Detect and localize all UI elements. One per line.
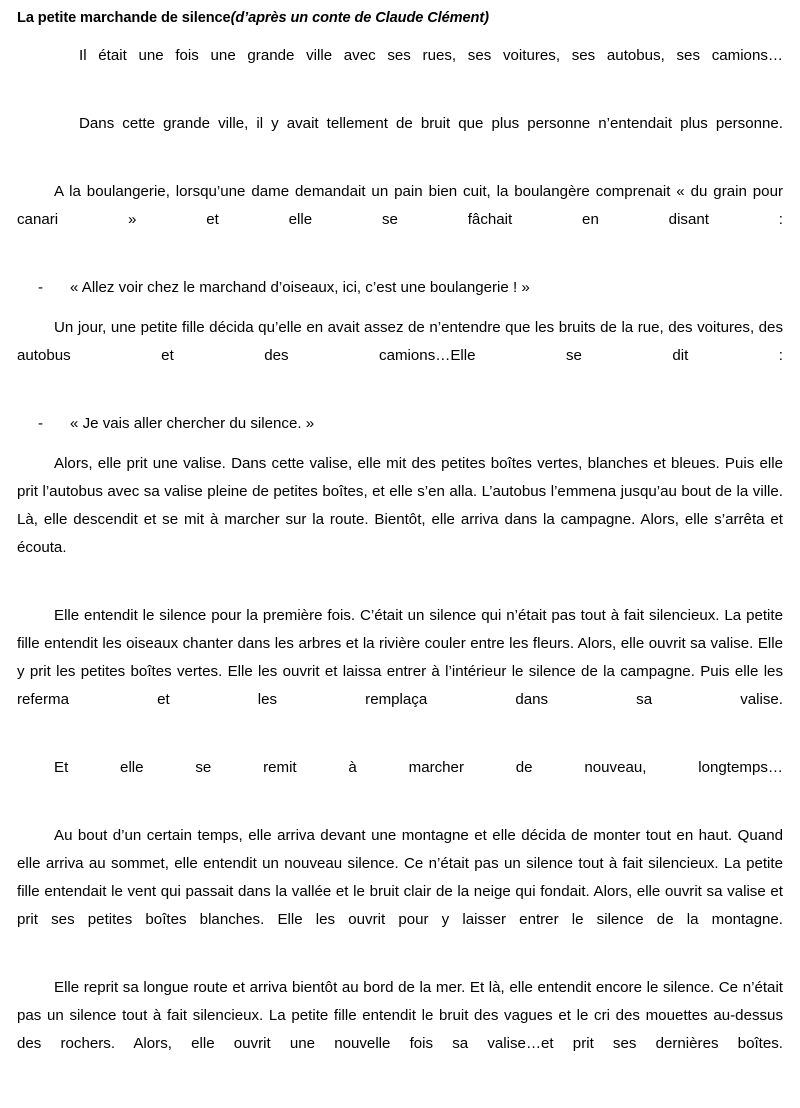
paragraph-mountain-silence: Au bout d’un certain temps, elle arriva devant une montagne et elle décida de monter tout en haut. Quand elle arriva au sommet, elle entendit un nouveau silence. Ce n’était pas un silence tout à fait silencieux. La petite fille entendait le vent qui passait dans la vallée et le bruit clair de la neige qui fondait. Alors, elle ouvrit sa valise et prit ses petites boîtes blanches. Elle les ouvrit pour y laisser entrer le silence de la montagne. [17,827,783,928]
paragraph-opening-city: Il était une fois une grande ville avec ses rues, ses voitures, ses autobus, ses camions… [79,47,783,64]
title-main-text: La petite marchande de silence [17,10,231,26]
dash-bullet-icon: - [38,415,44,432]
paragraph-little-girl-decision: Un jour, une petite fille décida qu’elle en avait assez de n’entendre que les bruits de la rue, des voitures, des autobus et des camions…Elle se dit : [17,319,783,364]
dialogue-line-silence [17,410,783,438]
dialogue-text-silence: « Je vais aller chercher du silence. » [70,415,315,432]
paragraph-bakery: A la boulangerie, lorsqu’une dame demandait un pain bien cuit, la boulangère comprenait « du grain pour canari » et elle se fâchait en disant : [17,183,783,228]
dialogue-line-bakery [17,274,783,302]
dash-bullet-icon: - [38,279,44,296]
paragraph-noisy-city: Dans cette grande ville, il y avait tellement de bruit que plus personne n’entendait plus personne. [79,115,783,132]
title-attribution-text: (d’après un conte de Claude Clément) [230,10,489,26]
paragraph-walking-again: Et elle se remit à marcher de nouveau, longtemps… [54,759,783,776]
paragraph-sea-silence: Elle reprit sa longue route et arriva bientôt au bord de la mer. Et là, elle entendit encore le silence. Ce n’était pas un silence tout à fait silencieux. La petite fille entendit le bruit des vagues et le cri des mouettes au-dessus des rochers. Alors, elle ouvrit une nouvelle fois sa valise…et prit ses dernières boîtes. [17,979,783,1052]
paragraph-suitcase-journey: Alors, elle prit une valise. Dans cette valise, elle mit des petites boîtes vertes, blanches et bleues. Puis elle prit l’autobus avec sa valise pleine de petites boîtes, et elle s’en alla. L’autobus l’emmena jusqu’au bout de la ville. Là, elle descendit et se mit à marcher sur la route. Bientôt, elle arriva dans la campagne. Alors, elle s’arrêta et écouta. [17,455,783,556]
paragraph-countryside-silence: Elle entendit le silence pour la première fois. C’était un silence qui n’était pas tout à fait silencieux. La petite fille entendit les oiseaux chanter dans les arbres et la rivière couler entre les fleurs. Alors, elle ouvrit sa valise. Elle y prit les petites boîtes vertes. Elle les ouvrit et laissa entrer à l’intérieur le silence de la campagne. Puis elle les referma et les remplaça dans sa valise. [17,607,783,708]
page-title [17,8,783,28]
dialogue-text-bakery: « Allez voir chez le marchand d’oiseaux, ici, c’est une boulangerie ! » [70,279,530,296]
